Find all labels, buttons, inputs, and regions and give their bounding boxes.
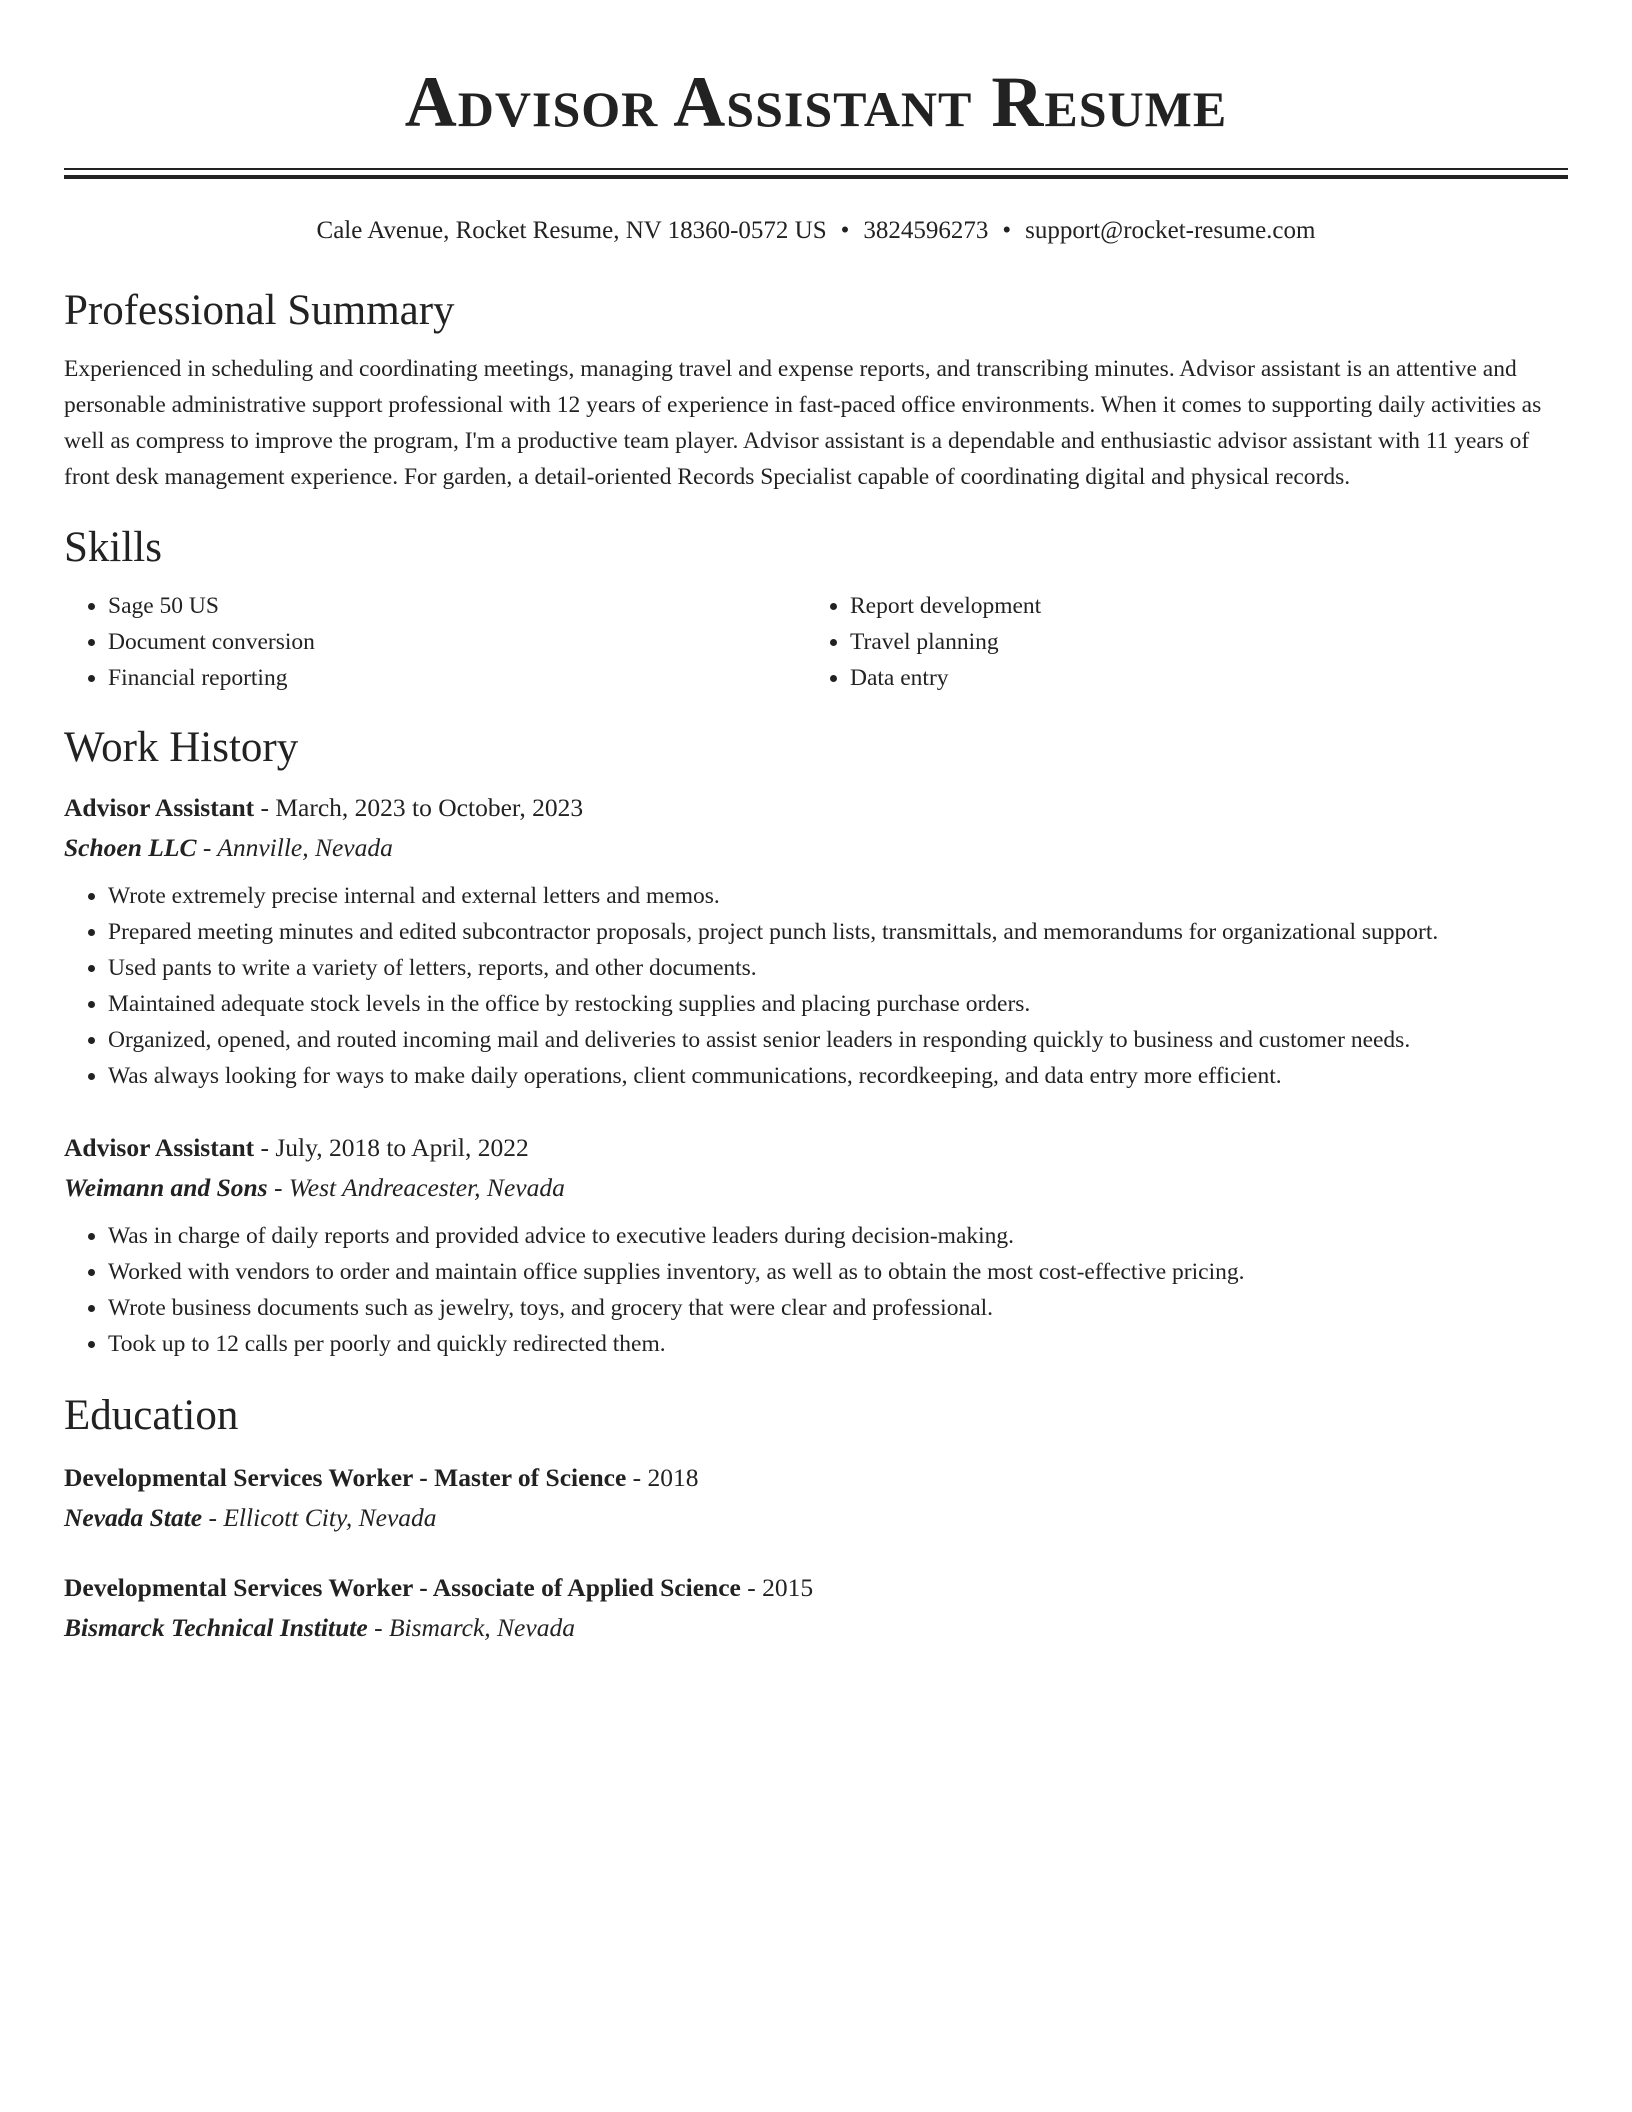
skill-item: • Report development: [850, 588, 1548, 624]
job-duty: • Worked with vendors to order and maintain office supplies inventory, as well as to obtain the most cost-effective pricing.: [108, 1254, 1568, 1290]
job-entry: [64, 788, 1568, 1094]
education-school: Bismarck Technical Institute: [64, 1613, 368, 1642]
job-header: Advisor Assistant - March, 2023 to October, 2023: [64, 793, 584, 822]
job-location: West Andreacester, Nevada: [288, 1173, 565, 1202]
job-company: Schoen LLC: [64, 833, 197, 862]
job-duty: • Was in charge of daily reports and provided advice to executive leaders during decision-making.: [108, 1218, 1568, 1254]
job-duty: • Organized, opened, and routed incoming mail and deliveries to assist senior leaders in responding quickly to business and customer needs.: [108, 1022, 1568, 1058]
work-history-heading: Work History: [64, 724, 299, 771]
summary-section: [64, 283, 1568, 495]
skills-heading: Skills: [64, 524, 162, 571]
job-title: Advisor Assistant: [64, 793, 255, 822]
job-duties: [64, 878, 1568, 1094]
job-duty: • Was always looking for ways to make daily operations, client communications, recordkeeping, and data entry more efficient.: [108, 1058, 1568, 1094]
job-header: Advisor Assistant - July, 2018 to April, 2022: [64, 1133, 529, 1162]
job-dates: July, 2018 to April, 2022: [275, 1133, 529, 1162]
skill-item: • Data entry: [850, 660, 1548, 696]
job-employer: Schoen LLC - Annville, Nevada: [64, 833, 393, 862]
education-school-line: Nevada State - Ellicott City, Nevada: [64, 1503, 437, 1532]
skill-item: • Document conversion: [108, 624, 806, 660]
job-duty: • Used pants to write a variety of letters, reports, and other documents.: [108, 950, 1568, 986]
job-duty: • Prepared meeting minutes and edited subcontractor proposals, project punch lists, transmittals, and memorandums for organizational support.: [108, 914, 1568, 950]
job-duty: • Wrote business documents such as jewelry, toys, and grocery that were clear and professional.: [108, 1290, 1568, 1326]
education-location: Ellicott City, Nevada: [223, 1503, 437, 1532]
education-section: [64, 1388, 1568, 1648]
education-school: Nevada State: [64, 1503, 203, 1532]
job-employer: Weimann and Sons - West Andreacester, Nevada: [64, 1173, 565, 1202]
education-entry: [64, 1568, 1568, 1648]
work-history-section: [64, 720, 1568, 1362]
skills-right-column: [806, 588, 1548, 696]
skills-section: [64, 520, 1568, 696]
job-entry: [64, 1128, 1568, 1362]
skill-item: • Financial reporting: [108, 660, 806, 696]
job-location: Annville, Nevada: [217, 833, 393, 862]
skills-left-column: [64, 588, 806, 696]
contact-address: Cale Avenue, Rocket Resume, NV 18360-0572 US: [316, 217, 827, 244]
contact-separator: •: [1002, 217, 1012, 244]
education-degree: Developmental Services Worker - Associate of Applied Science: [64, 1573, 741, 1602]
contact-phone: 3824596273: [863, 217, 989, 244]
job-duty: • Wrote extremely precise internal and external letters and memos.: [108, 878, 1568, 914]
education-header: Developmental Services Worker - Master of Science - 2018: [64, 1463, 699, 1492]
job-duty: • Maintained adequate stock levels in the office by restocking supplies and placing purchase orders.: [108, 986, 1568, 1022]
education-year: 2015: [762, 1573, 814, 1602]
resume-title: Advisor Assistant Resume: [404, 62, 1228, 142]
job-title: Advisor Assistant: [64, 1133, 255, 1162]
skills-columns: [64, 588, 1568, 696]
title-divider: [64, 168, 1568, 179]
contact-separator: •: [840, 217, 850, 244]
summary-text: Experienced in scheduling and coordinating meetings, managing travel and expense reports, and transcribing minutes. Advisor assistant is an attentive and personable administrative support professional with 12 years of experience in fast-paced office environments. When it comes to supporting daily activities as well as compress to improve the program, I'm a productive team player. Advisor assistant is a dependable and enthusiastic advisor assistant with 11 years of front desk management experience. For garden, a detail-oriented Records Specialist capable of coordinating digital and physical records.: [64, 356, 1542, 490]
job-duty: • Took up to 12 calls per poorly and quickly redirected them.: [108, 1326, 1568, 1362]
skill-item: • Travel planning: [850, 624, 1548, 660]
education-header: Developmental Services Worker - Associate of Applied Science - 2015: [64, 1573, 814, 1602]
education-location: Bismarck, Nevada: [388, 1613, 575, 1642]
summary-heading: Professional Summary: [64, 287, 455, 334]
education-heading: Education: [64, 1392, 239, 1439]
education-degree: Developmental Services Worker - Master of Science: [64, 1463, 627, 1492]
job-company: Weimann and Sons: [64, 1173, 268, 1202]
contact-line: [64, 215, 1568, 247]
skill-item: • Sage 50 US: [108, 588, 806, 624]
job-dates: March, 2023 to October, 2023: [275, 793, 584, 822]
education-year: 2018: [647, 1463, 699, 1492]
education-entry: [64, 1458, 1568, 1538]
job-duties: [64, 1218, 1568, 1362]
education-school-line: Bismarck Technical Institute - Bismarck, Nevada: [64, 1613, 575, 1642]
contact-email: support@rocket-resume.com: [1025, 217, 1316, 244]
